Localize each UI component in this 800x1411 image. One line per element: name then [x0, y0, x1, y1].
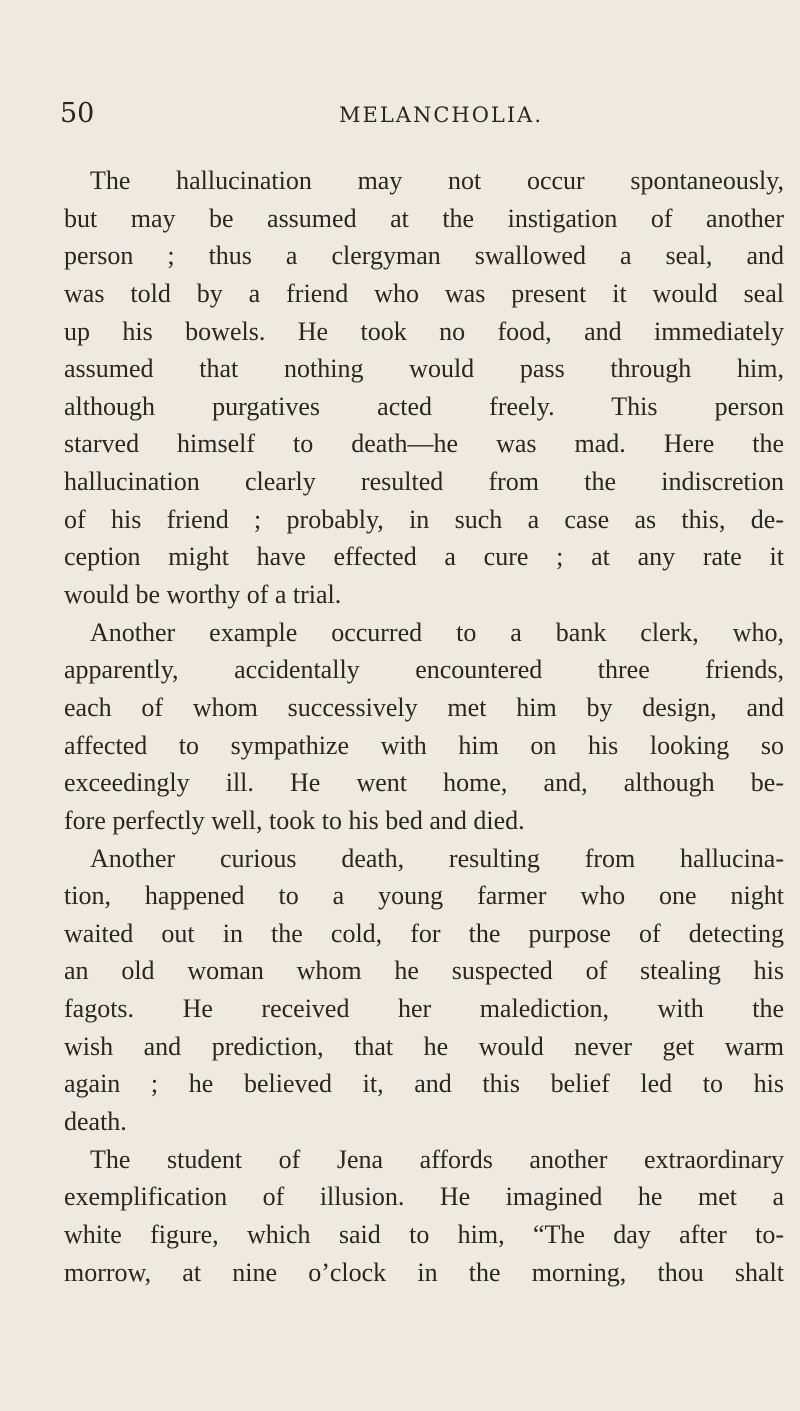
text-line: assumed that nothing would pass through him, [64, 354, 784, 384]
text-line: up his bowels. He took no food, and immediately [64, 316, 784, 346]
text-line: exceedingly ill. He went home, and, although be- [64, 768, 784, 798]
text-line: each of whom successively met him by design, and [64, 692, 784, 722]
text-line: ception might have effected a cure ; at any rate it [64, 542, 784, 572]
text-line: hallucination clearly resulted from the indiscretion [64, 467, 784, 497]
text-line: tion, happened to a young farmer who one night [64, 881, 784, 911]
text-line: was told by a friend who was present it would seal [64, 278, 784, 308]
text-line: of his friend ; probably, in such a case as this, de- [64, 504, 784, 534]
text-line: person ; thus a clergyman swallowed a seal, and [64, 241, 784, 271]
text-line: Another curious death, resulting from hallucina- [90, 843, 784, 873]
text-line: apparently, accidentally encountered three friends, [64, 655, 784, 685]
text-line: Another example occurred to a bank clerk, who, [90, 617, 784, 647]
running-title: MELANCHOLIA. [339, 103, 543, 127]
text-line: waited out in the cold, for the purpose of detecting [64, 918, 784, 948]
text-line: affected to sympathize with him on his looking so [64, 730, 784, 760]
running-head [0, 98, 800, 138]
text-line: wish and prediction, that he would never get warm [64, 1031, 784, 1061]
text-line: an old woman whom he suspected of stealing his [64, 956, 784, 986]
text-line: starved himself to death—he was mad. Here the [64, 429, 784, 459]
text-line: The hallucination may not occur spontaneously, [90, 166, 784, 195]
text-line: fagots. He received her malediction, with the [64, 994, 784, 1024]
page-number: 50 [60, 98, 95, 129]
body-text [64, 162, 784, 1291]
text-line: white figure, which said to him, “The day after to- [64, 1219, 784, 1249]
text-line: would be worthy of a trial. [64, 580, 342, 610]
text-line: but may be assumed at the instigation of another [64, 203, 784, 233]
text-line: The student of Jena affords another extraordinary [90, 1144, 784, 1174]
text-line: exemplification of illusion. He imagined he met a [64, 1182, 784, 1212]
text-line: fore perfectly well, took to his bed and died. [64, 805, 525, 835]
text-line: death. [64, 1107, 127, 1137]
text-line: morrow, at nine o’clock in the morning, thou shalt [64, 1257, 784, 1287]
text-line: although purgatives acted freely. This person [64, 391, 784, 421]
text-line: again ; he believed it, and this belief led to his [64, 1069, 784, 1099]
